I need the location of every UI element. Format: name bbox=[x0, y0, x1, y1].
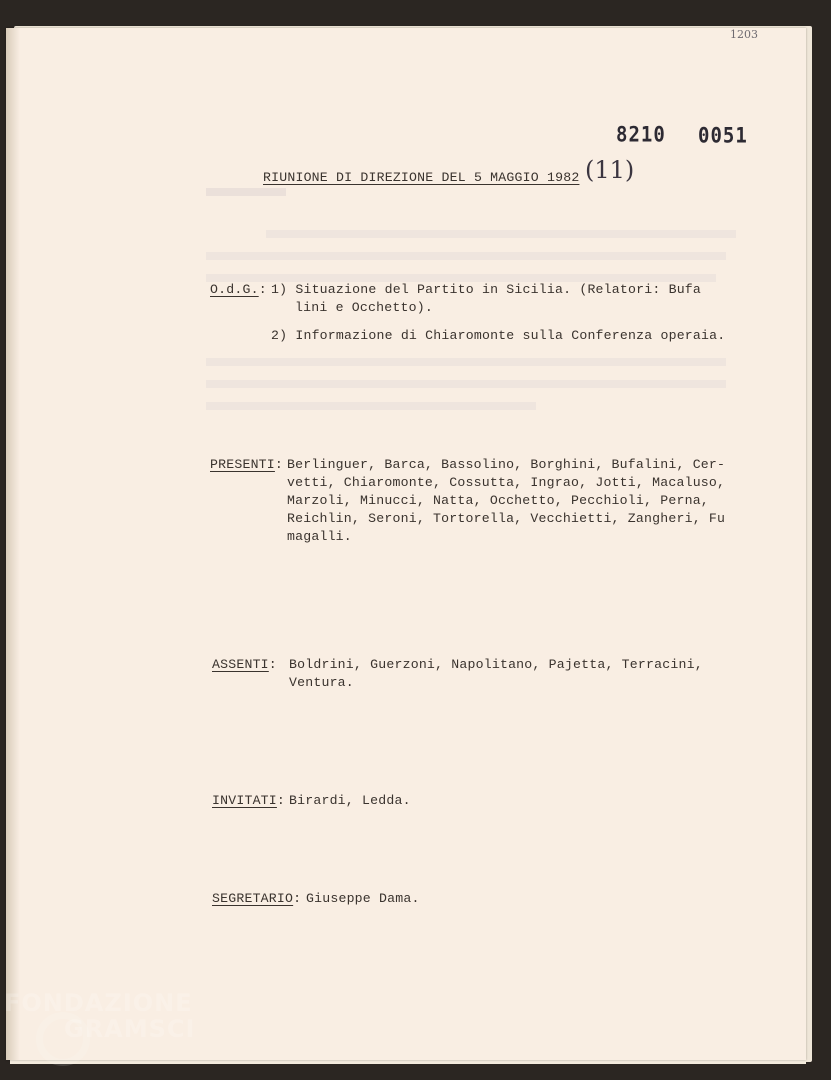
odg-heading bbox=[210, 281, 267, 299]
odg-label: O.d.G. bbox=[210, 282, 259, 297]
binding-shadow bbox=[6, 28, 20, 1060]
presenti-line-5: magalli. bbox=[287, 529, 352, 544]
presenti-line-4: Reichlin, Seroni, Tortorella, Vecchietti, Zangheri, Fu bbox=[287, 511, 726, 526]
invitati-heading: INVITATI: bbox=[212, 793, 286, 808]
segretario-label: SEGRETARIO bbox=[212, 891, 294, 906]
presenti-label: PRESENTI bbox=[210, 457, 275, 472]
archive-stamp-left: 8210 bbox=[616, 122, 666, 148]
presenti-line-1: Berlinguer, Barca, Bassolino, Borghini, Bufalini, Cer- bbox=[287, 457, 726, 472]
odg-item-1-line-2: lini e Occhetto). bbox=[295, 300, 433, 315]
presenti-heading: PRESENTI: bbox=[210, 457, 284, 472]
assenti-line-2: Ventura. bbox=[289, 675, 354, 690]
assenti-line-1: Boldrini, Guerzoni, Napolitano, Pajetta, Terracini, bbox=[289, 657, 703, 672]
segretario-text: Giuseppe Dama. bbox=[306, 891, 420, 906]
watermark-line-2: GRAMSCI bbox=[64, 1015, 196, 1043]
page-title: RIUNIONE DI DIREZIONE DEL 5 MAGGIO 1982 bbox=[263, 170, 580, 185]
corner-pencil-note: 1203 bbox=[730, 28, 758, 41]
handwritten-meeting-number: (11) bbox=[585, 156, 635, 184]
invitati-label: INVITATI bbox=[212, 793, 277, 808]
odg-item-2: 2) Informazione di Chiaromonte sulla Conferenza operaia. bbox=[271, 328, 726, 343]
odg-item-1-line-1: 1) Situazione del Partito in Sicilia. (Relatori: Bufa bbox=[271, 282, 702, 297]
presenti-line-3: Marzoli, Minucci, Natta, Occhetto, Pecchioli, Perna, bbox=[287, 493, 709, 508]
assenti-heading: ASSENTI: bbox=[212, 657, 277, 672]
document-page bbox=[6, 28, 806, 1060]
watermark-line-1: FONDAZIONE bbox=[4, 989, 193, 1017]
invitati-text: Birardi, Ledda. bbox=[289, 793, 411, 808]
archive-stamp-right: 0051 bbox=[698, 123, 748, 149]
segretario-heading: SEGRETARIO: bbox=[212, 891, 302, 906]
assenti-label: ASSENTI bbox=[212, 657, 269, 672]
watermark-logo bbox=[4, 990, 195, 1042]
presenti-line-2: vetti, Chiaromonte, Cossutta, Ingrao, Jotti, Macaluso, bbox=[287, 475, 726, 490]
odg-colon: : bbox=[258, 282, 267, 297]
